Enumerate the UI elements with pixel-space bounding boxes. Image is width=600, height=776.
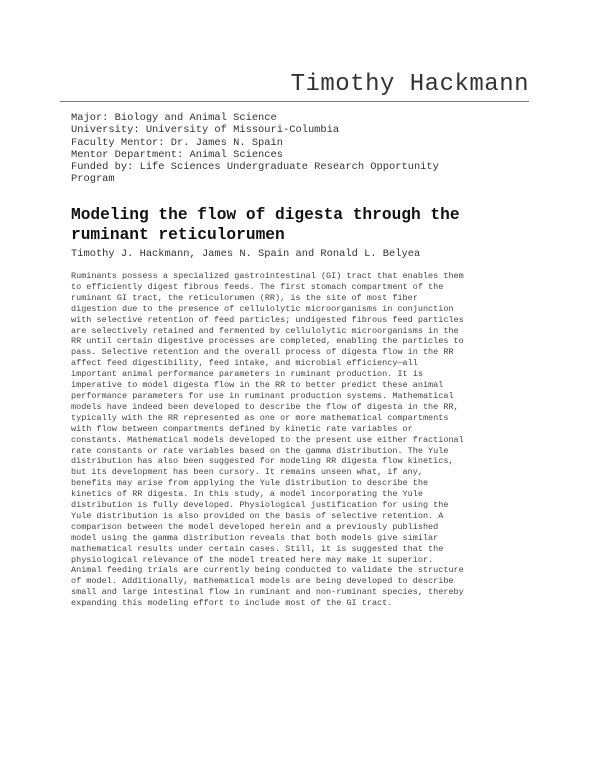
abstract-line: ruminant GI tract, the reticulorumen (RR), is the site of most fiber: [71, 292, 418, 303]
abstract-line: expanding this modeling effort to include most of the GI tract.: [71, 598, 393, 609]
info-faculty-mentor: Faculty Mentor: Dr. James N. Spain: [71, 136, 284, 149]
abstract-line: affect feed digestibility, feed intake, and microbial efficiency—all: [71, 358, 418, 369]
abstract-line: digestion due to the presence of cellulolytic microorganisms in conjunction: [71, 303, 454, 314]
info-university: University: University of Missouri-Columbia: [71, 124, 340, 137]
abstract-body: [71, 271, 541, 609]
abstract-line: with flow between compartments defined by kinetic rate variables or: [71, 423, 413, 434]
abstract-line: Yule distribution is also provided on the basis of selective retention. A: [71, 510, 444, 521]
abstract-line: model using the gamma distribution reveals that both models give similar: [71, 532, 439, 543]
abstract-line: of model. Additionally, mathematical models are being developed to describe: [71, 576, 454, 587]
student-info: [71, 112, 531, 186]
paper-authors: Timothy J. Hackmann, James N. Spain and Ronald L. Belyea: [71, 248, 421, 260]
abstract-line: rate constants or rate variables based on the gamma distribution. The Yule: [71, 445, 449, 456]
info-funded-by-continued: Program: [71, 173, 115, 186]
abstract-line: benefits may arise from applying the Yule distribution to describe the: [71, 478, 429, 489]
abstract-line: imperative to model digesta flow in the RR to better predict these animal: [71, 380, 444, 391]
abstract-line: distribution is fully developed. Physiological justification for using the: [71, 500, 449, 511]
abstract-line: typically with the RR represented as one or more mathematical compartments: [71, 412, 449, 423]
paper-title-line: Modeling the flow of digesta through the: [71, 206, 460, 224]
abstract-line: comparison between the model developed herein and a previously published: [71, 521, 439, 532]
paper-title-line: ruminant reticulorumen: [71, 226, 285, 244]
author-name: Timothy Hackmann: [290, 71, 529, 98]
abstract-line: physiological relevance of the model treated here may make it superior.: [71, 554, 434, 565]
paper-title: [71, 205, 521, 245]
abstract-line: but its development has been cursory. It remains unseen what, if any,: [71, 467, 423, 478]
abstract-line: performance parameters for use in ruminant production systems. Mathematical: [71, 390, 454, 401]
abstract-line: RR until certain digestive processes are completed, enabling the particles to: [71, 336, 464, 347]
abstract-line: are selectively retained and fermented by cellulolytic microorganisms in the: [71, 325, 459, 336]
abstract-line: kinetics of RR digesta. In this study, a model incorporating the Yule: [71, 489, 423, 500]
info-major: Major: Biology and Animal Science: [71, 112, 277, 124]
header-rule: [60, 101, 529, 102]
info-mentor-department: Mentor Department: Animal Sciences: [71, 148, 284, 161]
abstract-line: pass. Selective retention and the overall process of digesta flow in the RR: [71, 347, 454, 358]
abstract-line: distribution has also been suggested for modeling RR digesta flow kinetics,: [71, 456, 454, 467]
abstract-line: Animal feeding trials are currently being conducted to validate the structure: [71, 565, 464, 576]
abstract-line: Ruminants possess a specialized gastrointestinal (GI) tract that enables them: [71, 271, 464, 281]
abstract-line: mathematical results under certain cases. Still, it is suggested that the: [71, 543, 444, 554]
abstract-line: models have indeed been developed to describe the flow of digesta in the RR,: [71, 401, 459, 412]
author-name-header: [0, 70, 529, 100]
abstract-line: important animal performance parameters in ruminant production. It is: [71, 369, 423, 380]
info-funded-by: Funded by: Life Sciences Undergraduate Research Opportunity: [71, 161, 439, 174]
abstract-line: small and large intestinal flow in ruminant and non-ruminant species, thereby: [71, 587, 464, 598]
abstract-line: constants. Mathematical models developed to the present use either fractional: [71, 434, 464, 445]
abstract-line: with selective retention of feed particles; undigested fibrous feed particles: [71, 314, 464, 325]
abstract-line: to efficiently digest fibrous feeds. The first stomach compartment of the: [71, 281, 444, 292]
